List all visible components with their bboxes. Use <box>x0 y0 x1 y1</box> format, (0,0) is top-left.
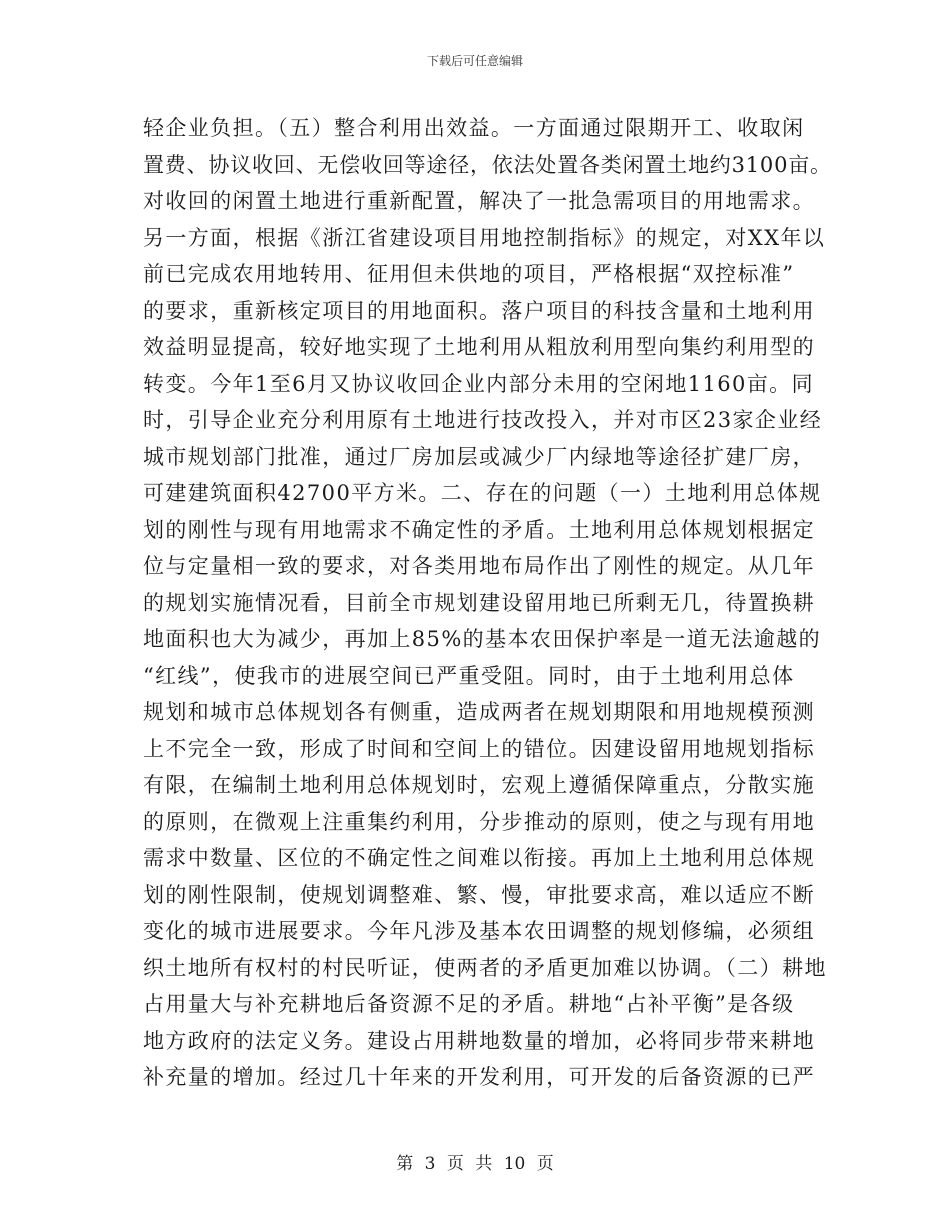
paragraph-line: 需求中数量、区位的不确定性之间难以衔接。再加上土地利用总体规 <box>143 846 815 870</box>
paragraph-line: 上不完全一致，形成了时间和空间上的错位。因建设留用地规划指标 <box>143 736 815 761</box>
paragraph-line: 另一方面，根据《浙江省建设项目用地控制指标》的规定，对XX年以 <box>143 225 826 250</box>
paragraph-line: 的原则，在微观上注重集约利用，分步推动的原则，使之与现有用地 <box>143 809 815 834</box>
paragraph-line: 前已完成农用地转用、征用但未供地的项目，严格根据“双控标准” <box>143 262 795 286</box>
paragraph-line: 地面积也大为减少，再加上85%的基本农田保护率是一道无法逾越的 <box>143 627 822 651</box>
paragraph-line: 对收回的闲置土地进行重新配置，解决了一批急需项目的用地需求。 <box>143 189 815 213</box>
paragraph-line: 位与定量相一致的要求，对各类用地布局作出了刚性的规定。从几年 <box>143 554 815 578</box>
paragraph-line: 划的刚性限制，使规划调整难、繁、慢，审批要求高，难以适应不断 <box>143 882 815 907</box>
paragraph-line: 可建建筑面积42700平方米。二、存在的问题（一）土地利用总体规 <box>143 481 822 505</box>
paragraph-line: 时，引导企业充分利用原有土地进行技改投入，并对市区23家企业经 <box>143 408 823 432</box>
paragraph-line: 的规划实施情况看，目前全市规划建设留用地已所剩无几，待置换耕 <box>143 590 815 615</box>
paragraph-line: 占用量大与补充耕地后备资源不足的矛盾。耕地“占补平衡”是各级 <box>143 992 795 1016</box>
paragraph-line: 效益明显提高，较好地实现了土地利用从粗放利用型向集约利用型的 <box>143 335 815 359</box>
paragraph-line: 的要求，重新核定项目的用地面积。落户项目的科技含量和土地利用 <box>143 298 815 323</box>
paragraph-line: “红线”，使我市的进展空间已严重受阻。同时，由于土地利用总体 <box>143 663 795 688</box>
page-number-footer: 第 3 页 共 10 页 <box>396 1154 554 1174</box>
paragraph-line: 有限，在编制土地利用总体规划时，宏观上遵循保障重点，分散实施 <box>143 773 815 797</box>
paragraph-line: 转变。今年1至6月又协议收回企业内部分未用的空闲地1160亩。同 <box>143 371 814 396</box>
paragraph-line: 织土地所有权村的村民听证，使两者的矛盾更加难以协调。（二）耕地 <box>143 955 827 980</box>
paragraph-line: 置费、协议收回、无偿收回等途径，依法处置各类闲置土地约3100亩。 <box>143 152 832 177</box>
paragraph-line: 城市规划部门批准，通过厂房加层或减少厂内绿地等途径扩建厂房， <box>143 444 815 469</box>
paragraph-line: 变化的城市进展要求。今年凡涉及基本农田调整的规划修编，必须组 <box>143 919 815 943</box>
document-body <box>143 110 833 1096</box>
paragraph-line: 轻企业负担。（五）整合利用出效益。一方面通过限期开工、收取闲 <box>143 116 805 140</box>
page-header: 下载后可任意编辑 <box>426 54 523 68</box>
paragraph-line: 地方政府的法定义务。建设占用耕地数量的增加，必将同步带来耕地 <box>143 1028 815 1053</box>
paragraph-line: 规划和城市总体规划各有侧重，造成两者在规划期限和用地规模预测 <box>143 700 815 724</box>
paragraph-line: 补充量的增加。经过几十年来的开发利用，可开发的后备资源的已严 <box>143 1065 815 1089</box>
paragraph-line: 划的刚性与现有用地需求不确定性的矛盾。土地利用总体规划根据定 <box>143 517 815 542</box>
